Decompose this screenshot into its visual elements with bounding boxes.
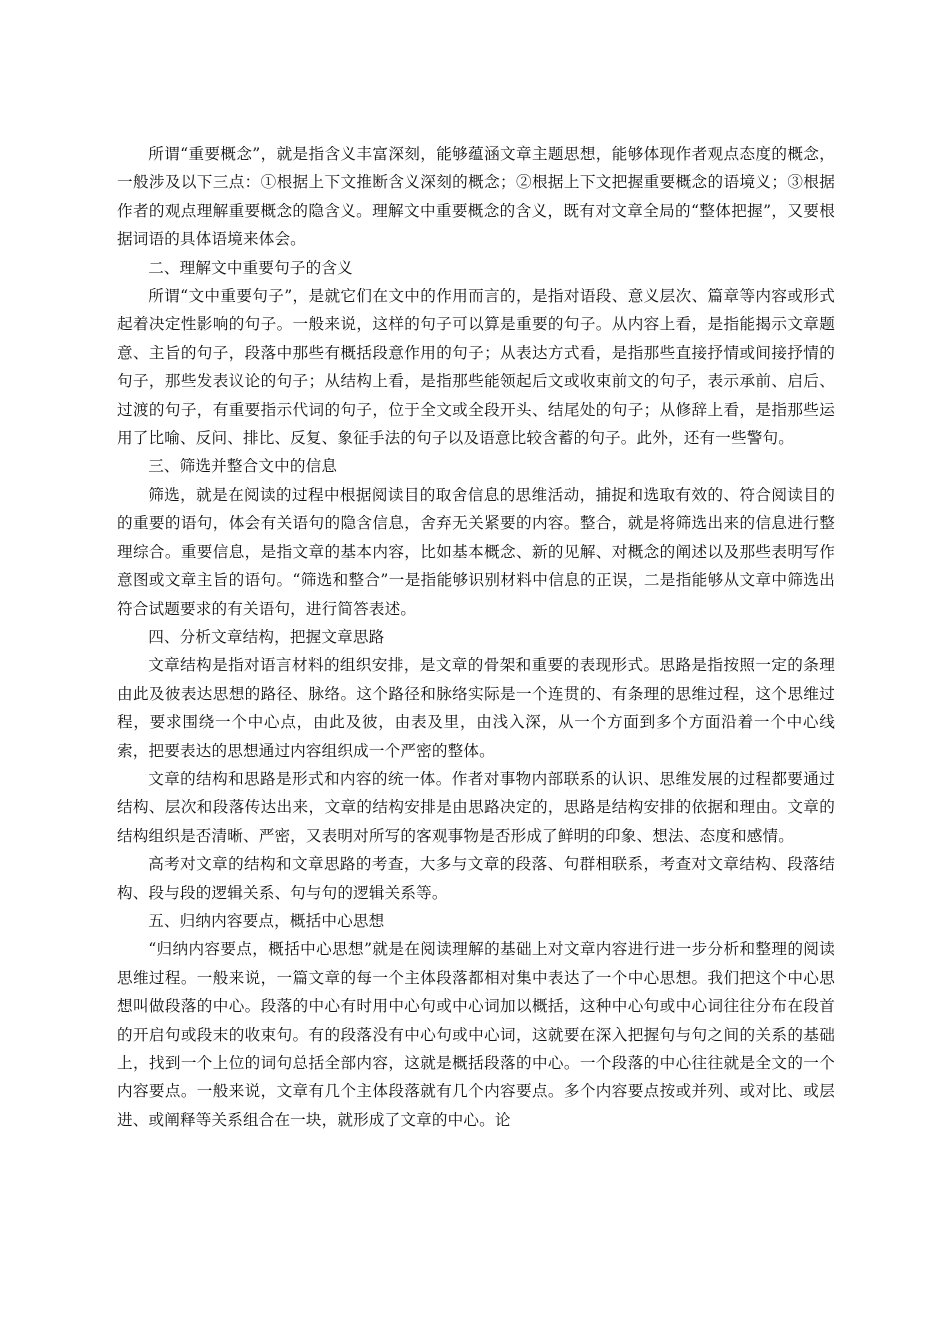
paragraph-structure-thought: 文章的结构和思路是形式和内容的统一体。作者对事物内部联系的认识、思维发展的过程都要通过结构、层次和段落传达出来，文章的结构安排是由思路决定的，思路是结构安排的依据和理由。文章的结构组织是否清晰、严密，又表明对所写的客观事物是否形成了鲜明的印象、想法、态度和感情。 xyxy=(117,769,835,845)
paragraph-exam-structure: 高考对文章的结构和文章思路的考查，大多与文章的段落、句群相联系，考查对文章结构、段落结构、段与段的逻辑关系、句与句的逻辑关系等。 xyxy=(117,855,835,902)
paragraph-main-idea: “归纳内容要点，概括中心思想”就是在阅读理解的基础上对文章内容进行进一步分析和整理的阅读思维过程。一般来说，一篇文章的每一个主体段落都相对集中表达了一个中心思想。我们把这个中心思想叫做段落的中心。段落的中心有时用中心句或中心词加以概括，这种中心句或中心词往往分布在段首的开启句或段末的收束句。有的段落没有中心句或中心词，这就要在深入把握句与句之间的关系的基础上，找到一个上位的词句总括全部内容，这就是概括段落的中心。一个段落的中心往往就是全文的一个内容要点。一般来说，文章有几个主体段落就有几个内容要点。多个内容要点按或并列、或对比、或层进、或阐释等关系组合在一块，就形成了文章的中心。论 xyxy=(117,940,835,1129)
section-heading-2: 二、理解文中重要句子的含义 xyxy=(148,258,353,277)
paragraph-structure: 文章结构是指对语言材料的组织安排，是文章的骨架和重要的表现形式。思路是指按照一定的条理由此及彼表达思想的路径、脉络。这个路径和脉络实际是一个连贯的、有条理的思维过程，这个思维过程，要求围绕一个中心点，由此及彼，由表及里，由浅入深，从一个方面到多个方面沿着一个中心线索，把要表达的思想通过内容组织成一个严密的整体。 xyxy=(117,656,835,760)
section-heading-3: 三、筛选并整合文中的信息 xyxy=(148,457,338,476)
paragraph-important-sentences: 所谓“文中重要句子”，是就它们在文中的作用而言的，是指对语段、意义层次、篇章等内容或形式起着决定性影响的句子。一般来说，这样的句子可以算是重要的句子。从内容上看，是指能揭示文章题意、主旨的句子，段落中那些有概括段意作用的句子；从表达方式看，是指那些直接抒情或间接抒情的句子，那些发表议论的句子；从结构上看，是指那些能领起后文或收束前文的句子，表示承前、启后、过渡的句子，有重要指示代词的句子，位于全文或全段开头、结尾处的句子；从修辞上看，是指那些运用了比喻、反问、排比、反复、象征手法的句子以及语意比较含蓄的句子。此外，还有一些警句。 xyxy=(117,287,835,448)
paragraph-important-concepts: 所谓“重要概念”，就是指含义丰富深刻，能够蕴涵文章主题思想，能够体现作者观点态度的概念，一般涉及以下三点：①根据上下文推断含义深刻的概念；②根据上下文把握重要概念的语境义；③根据作者的观点理解重要概念的隐含义。理解文中重要概念的含义，既有对文章全局的“整体把握”，又要根据词语的具体语境来体会。 xyxy=(117,145,835,249)
section-heading-4: 四、分析文章结构，把握文章思路 xyxy=(148,627,385,646)
paragraph-filter-integrate: 筛选，就是在阅读的过程中根据阅读目的取舍信息的思维活动，捕捉和选取有效的、符合阅读目的的重要的语句，体会有关语句的隐含信息，舍弃无关紧要的内容。整合，就是将筛选出来的信息进行整理综合。重要信息，是指文章的基本内容，比如基本概念、新的见解、对概念的阐述以及那些表明写作意图或文章主旨的语句。“筛选和整合”一是指能够识别材料中信息的正误，二是指能够从文章中筛选出符合试题要求的有关语句，进行简答表述。 xyxy=(117,485,835,618)
section-heading-5: 五、归纳内容要点，概括中心思想 xyxy=(148,911,385,930)
document-body xyxy=(117,140,835,1134)
